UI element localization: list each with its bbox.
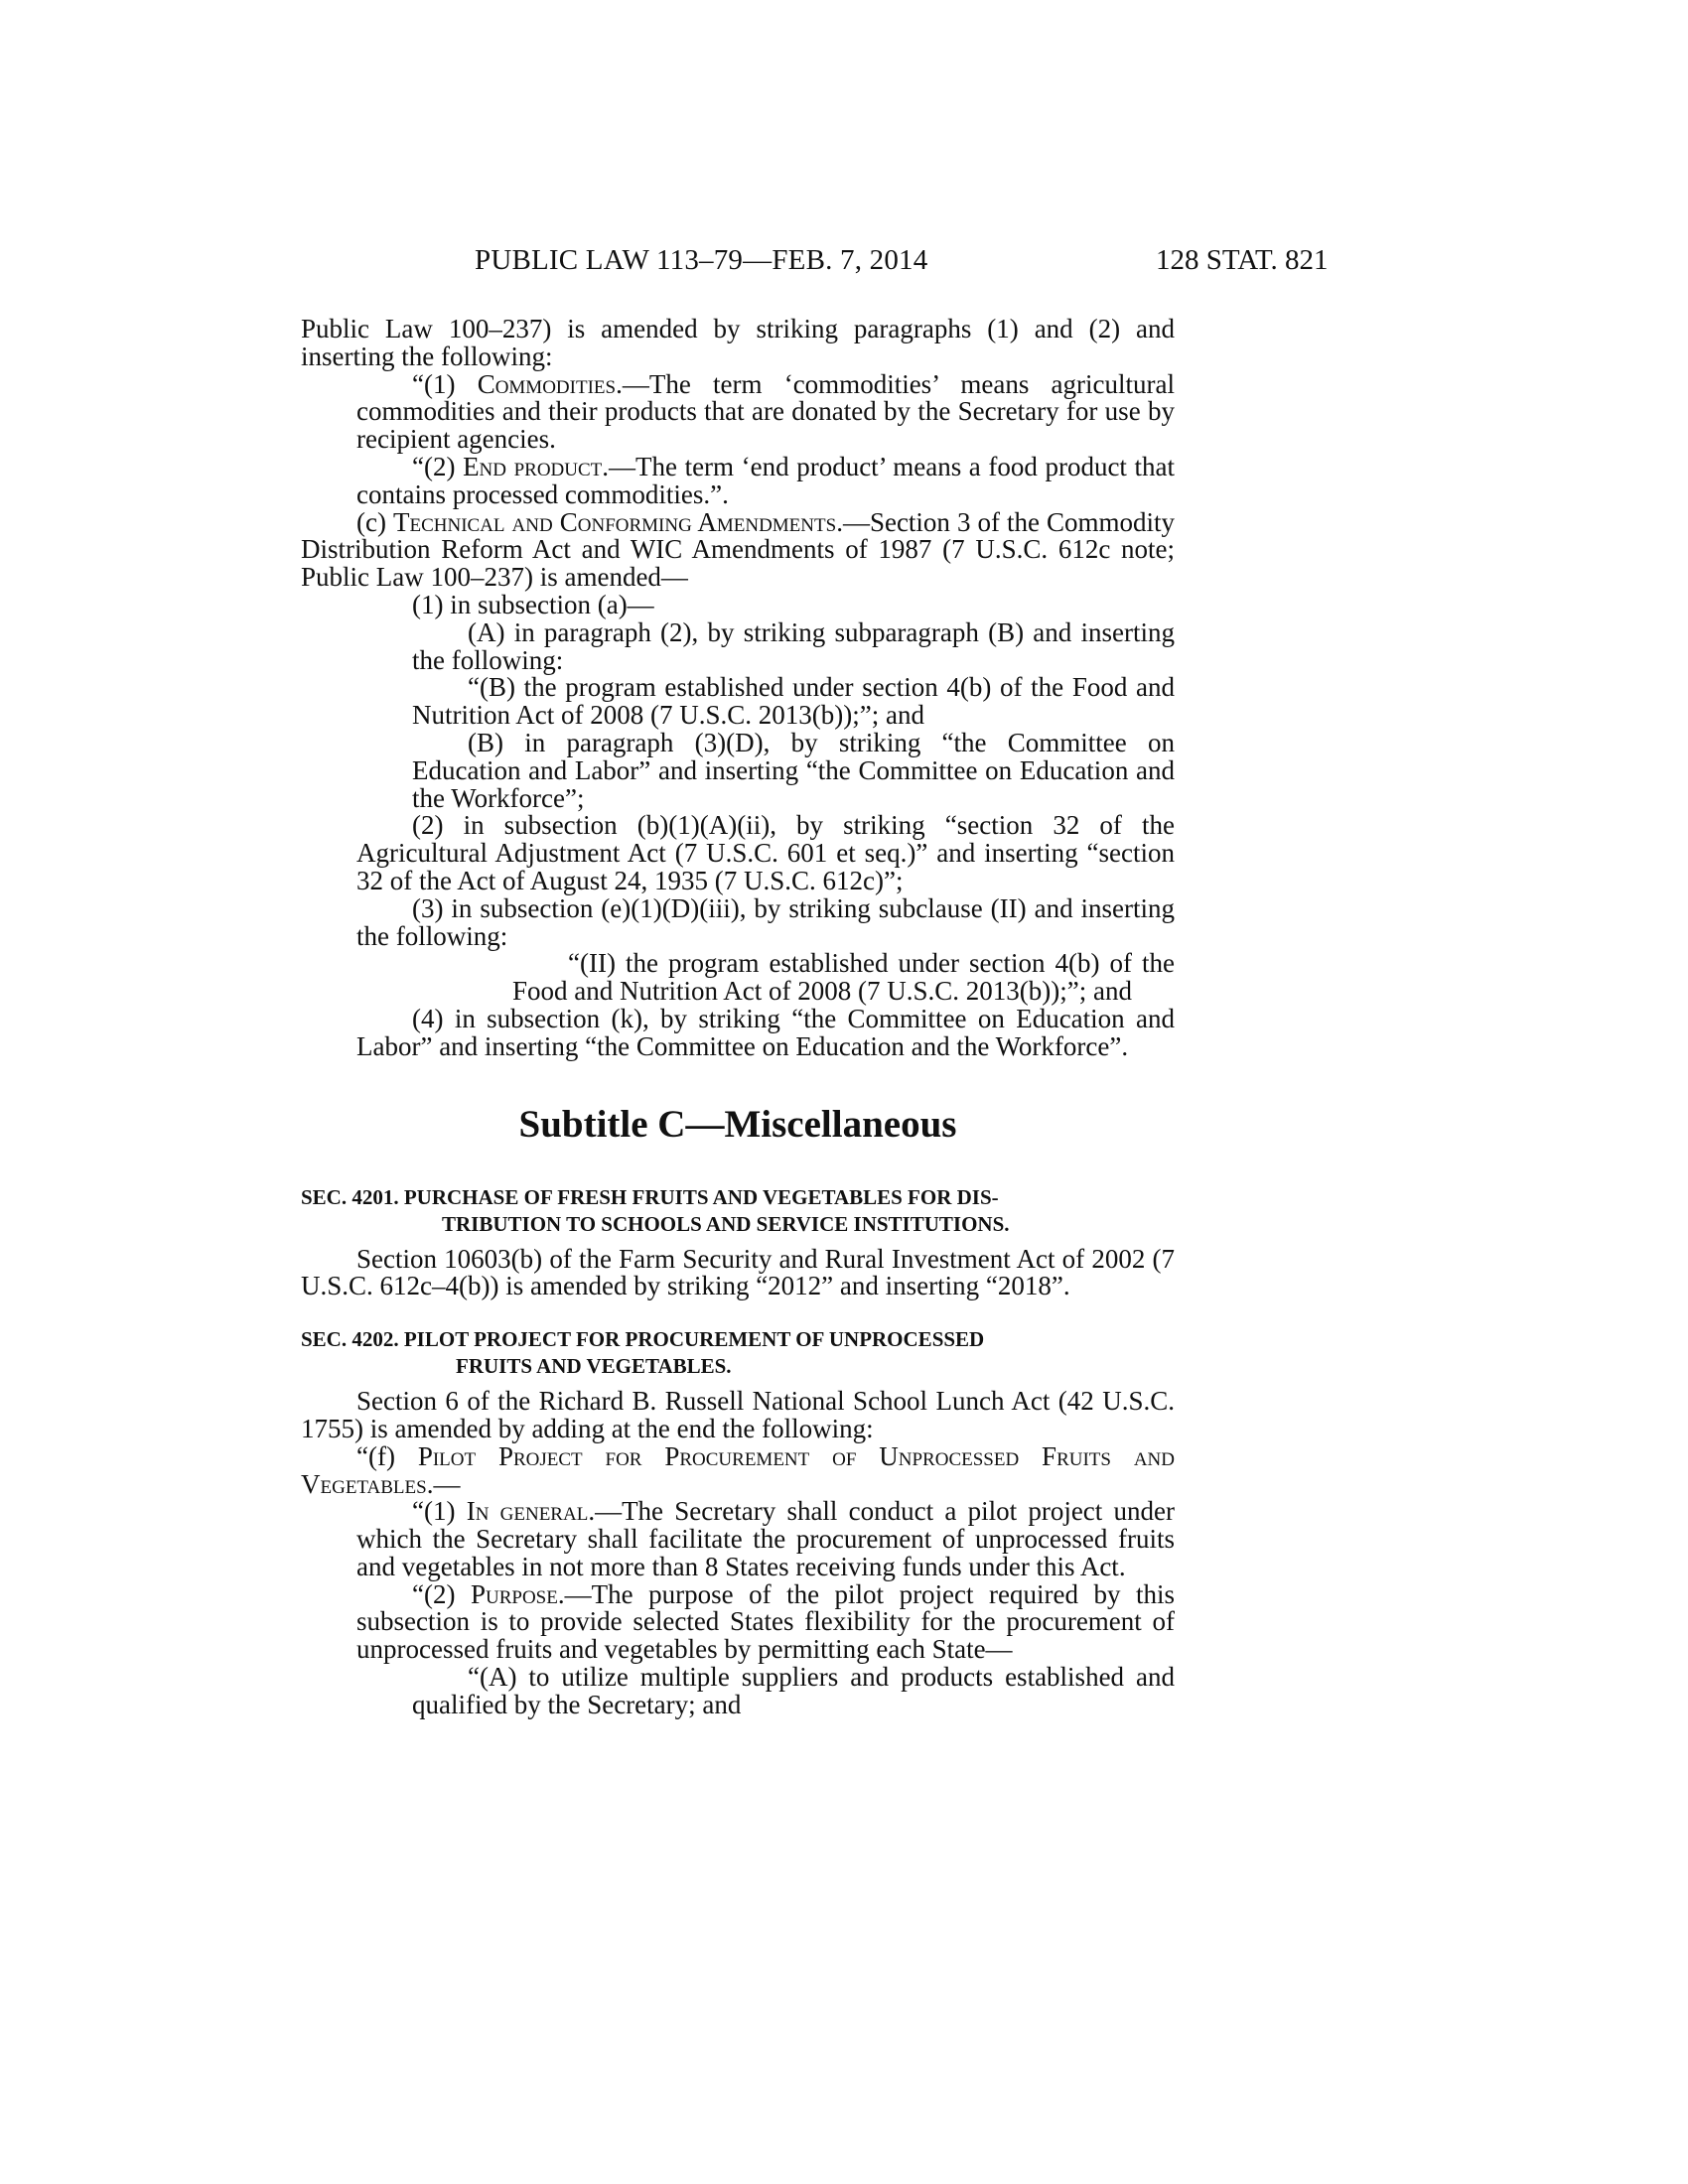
law-citation-header: PUBLIC LAW 113–79—FEB. 7, 2014 (475, 244, 928, 276)
amendment-item-1-subitems (412, 616, 1175, 813)
subtitle-heading: Subtitle C—Miscellaneous (518, 1102, 957, 1146)
paragraph-purpose: “(2) Purpose.—The purpose of the pilot project required by this subsection is to provide selected States flexibility for the procurement of unprocessed fruits and vegetables by permitting each State— (356, 1578, 1176, 1665)
paragraph-intro: Public Law 100–237) is amended by striking paragraphs (1) and (2) and inserting the following: (301, 314, 1175, 371)
amendment-item-3-quote-block (512, 950, 1175, 1006)
subsection-c: (c) Technical and Conforming Amendments.—Section 3 of the Commodity Distribution Reform Act and WIC Amendments of 1987 (7 U.S.C. 612c note; Public Law 100–237) is amended— (301, 506, 1175, 593)
amendment-list (356, 589, 1175, 1061)
amendment-item-1: (1) in subsection (a)— (412, 589, 654, 619)
section-4202-heading: SEC. 4202. PILOT PROJECT FOR PROCUREMENT OF UNPROCESSED FRUITS AND VEGETABLES. (301, 1327, 985, 1379)
section-4201-body: Section 10603(b) of the Farm Security and Rural Investment Act of 2002 (7 U.S.C. 612c–4(b)) is amended by striking “2012” and inserting “2018”. (301, 1243, 1175, 1301)
statute-page-number: 128 STAT. 821 (1156, 244, 1329, 276)
purpose-subitems (412, 1664, 1175, 1719)
page-header (0, 244, 1688, 288)
definitions-block (356, 368, 1176, 509)
section-4201-heading: SEC. 4201. PURCHASE OF FRESH FRUITS AND VEGETABLES FOR DIS- TRIBUTION TO SCHOOLS AND SERVICE INSTITUTIONS. (301, 1184, 1010, 1236)
amendment-item-3: (3) in subsection (e)(1)(D)(iii), by striking subclause (II) and inserting the following: (356, 892, 1175, 951)
subsection-f-paragraphs (356, 1498, 1175, 1718)
amendment-item-2: (2) in subsection (b)(1)(A)(ii), by striking “section 32 of the Agricultural Adjustment Act (7 U.S.C. 601 et seq.)” and inserting “section 32 of the Act of August 24, 1935 (7 U.S.C. 612c)”; (356, 810, 1175, 895)
amendment-item-4: (4) in subsection (k), by striking “the Committee on Education and Labor” and inserting “the Committee on Education and the Workforce”. (356, 1003, 1175, 1061)
definition-commodities: “(1) Commodities.—The term ‘commodities’ means agricultural commodities and their products that are donated by the Secretary for use by recipient agencies. (356, 368, 1176, 455)
definition-end-product: “(2) End product.—The term ‘end product’ means a food product that contains processed commodities.”. (356, 451, 1175, 509)
amendment-item-1a-quote: “(B) the program established under section 4(b) of the Food and Nutrition Act of 2008 (7 U.S.C. 2013(b));”; and (412, 672, 1175, 731)
section-4202-body: Section 6 of the Richard B. Russell National School Lunch Act (42 U.S.C. 1755) is amended by adding at the end the following: (301, 1386, 1175, 1443)
purpose-item-a: “(A) to utilize multiple suppliers and products established and qualified by the Secretary; and (412, 1662, 1175, 1719)
paragraph-in-general: “(1) In general.—The Secretary shall conduct a pilot project under which the Secretary shall facilitate the procurement of unprocessed fruits and vegetables in not more than 8 States receiving funds under this Act. (356, 1496, 1175, 1581)
amendment-item-1b: (B) in paragraph (3)(D), by striking “the Committee on Education and Labor” and inserting “the Committee on Education and the Workforce”; (412, 727, 1175, 813)
amendment-item-3-quote: “(II) the program established under section 4(b) of the Food and Nutrition Act of 2008 (7 U.S.C. 2013(b));”; and (512, 948, 1175, 1007)
subsection-f-heading: “(f) Pilot Project for Procurement of Unprocessed Fruits and Vegetables.— (301, 1440, 1175, 1499)
document-body (301, 316, 1175, 1719)
amendment-item-1a: (A) in paragraph (2), by striking subparagraph (B) and inserting the following: (412, 616, 1175, 675)
